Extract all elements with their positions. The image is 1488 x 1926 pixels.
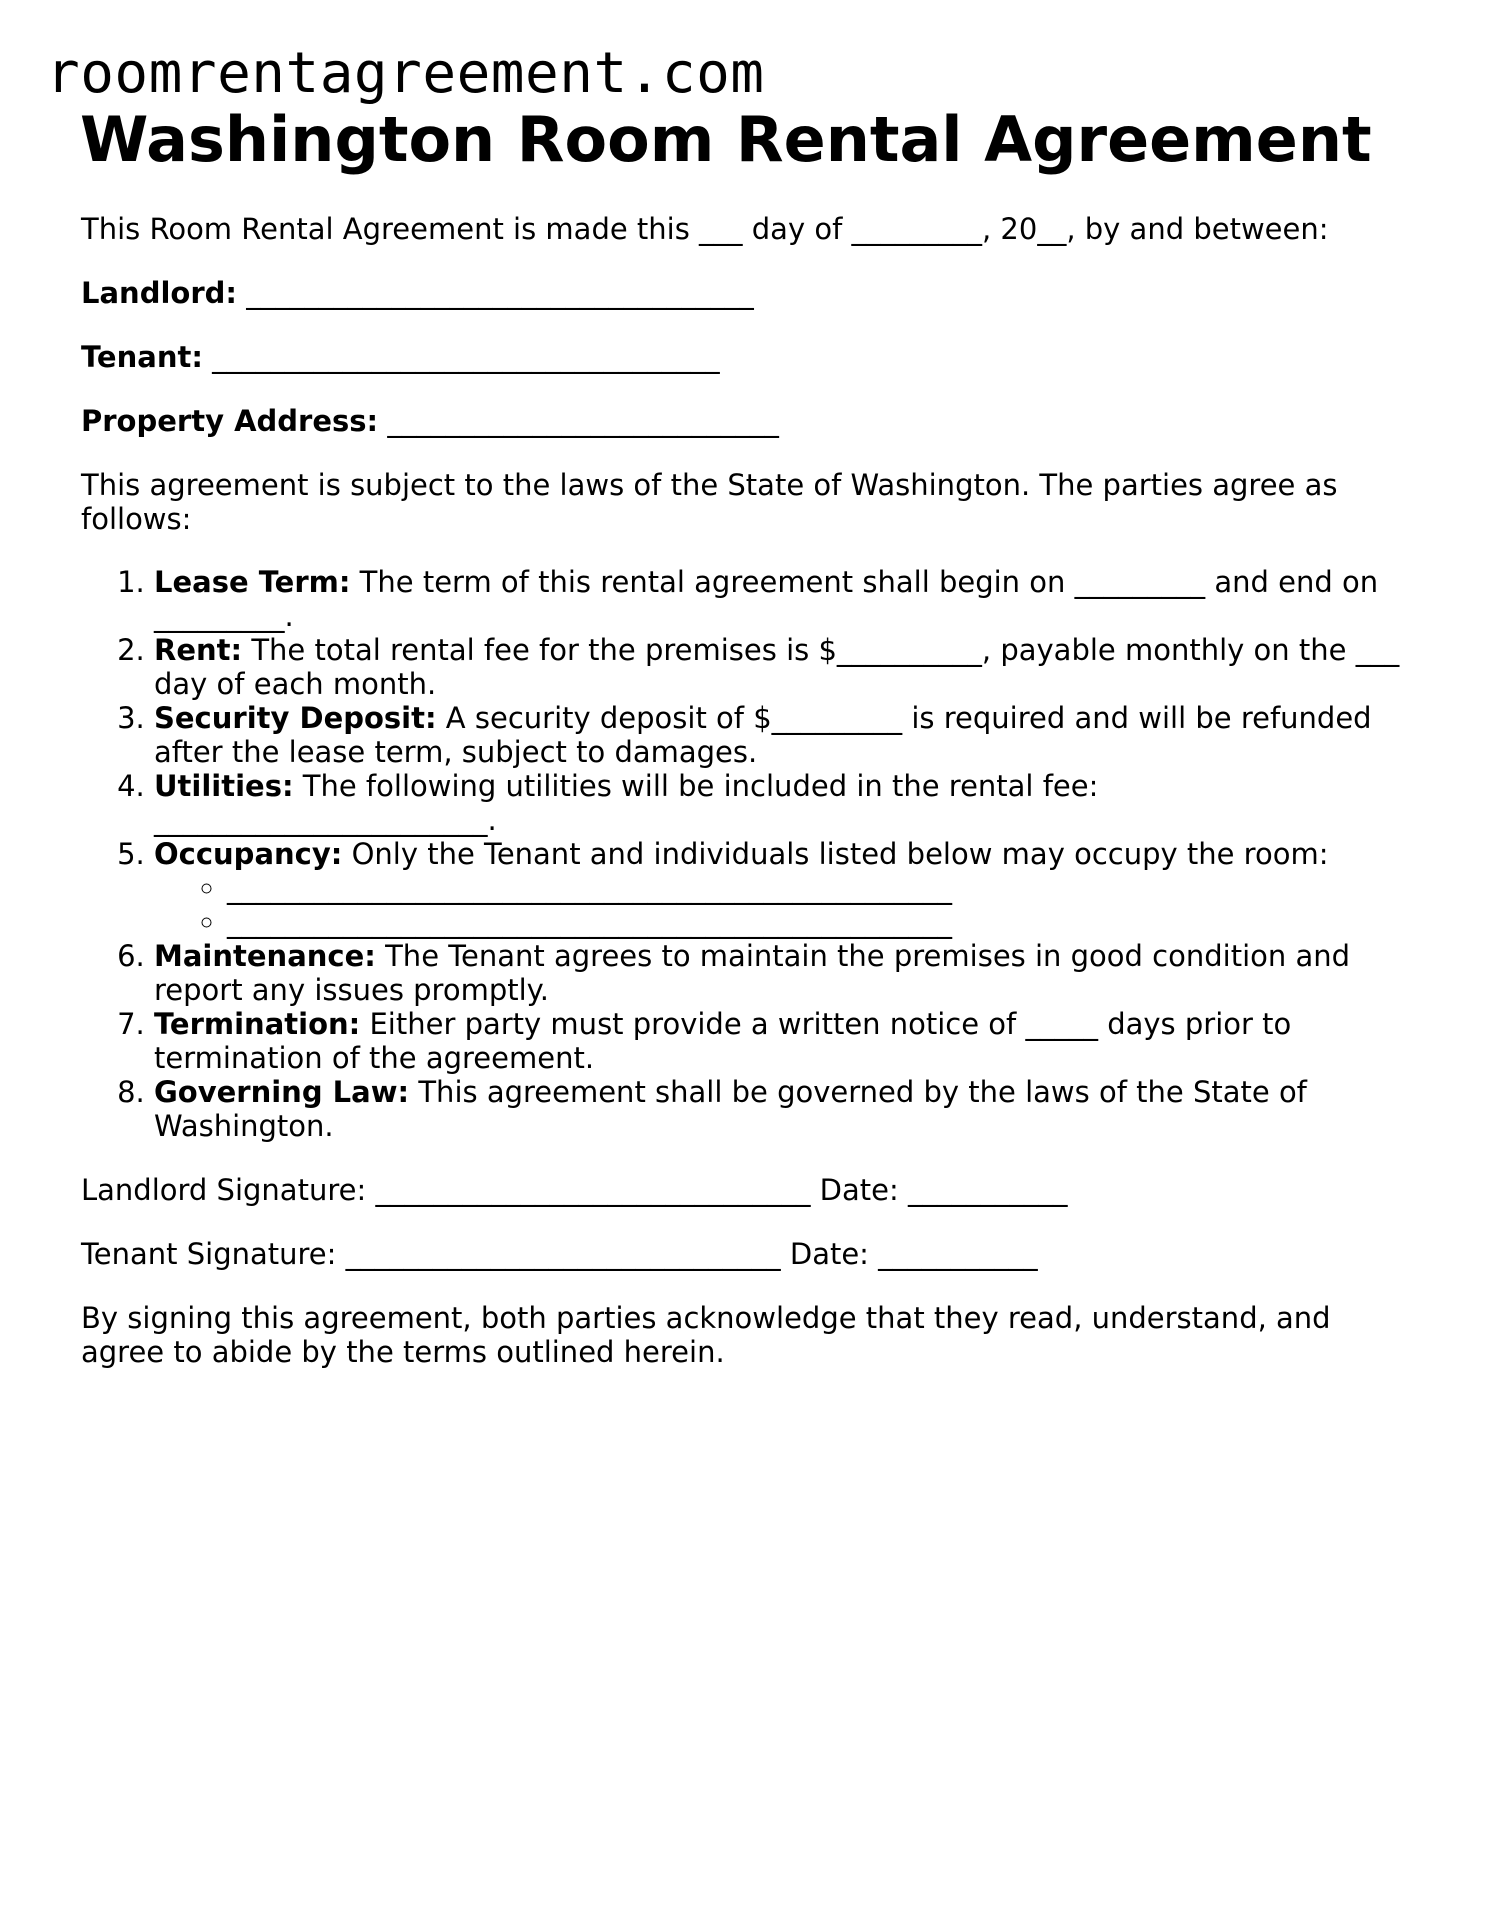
term-text: The term of this rental agreement shall begin on _________ and end on _________. — [154, 565, 1379, 633]
tenant-signature-line: Tenant Signature: ______________________________ Date: ___________ — [81, 1237, 1038, 1271]
tenant-blank: ___________________________________ — [202, 340, 720, 374]
term-text: Either party must provide a written notice of _____ days prior to termination of the agreement. — [154, 1007, 1292, 1075]
terms-list — [81, 565, 1411, 1143]
page-title: Washington Room Rental Agreement — [80, 103, 1372, 176]
term-text: The following utilities will be included in the rental fee: _______________________. — [154, 769, 1099, 837]
term-text: Only the Tenant and individuals listed below may occupy the room: — [342, 837, 1329, 871]
term-item-termination — [154, 1007, 1411, 1075]
term-title: Rent: — [154, 633, 243, 667]
term-title: Security Deposit: — [154, 701, 437, 735]
term-item-security-deposit — [154, 701, 1411, 769]
term-title: Lease Term: — [154, 565, 351, 599]
property-address-line — [81, 404, 1411, 438]
property-address-blank: ___________________________ — [378, 404, 779, 438]
term-text: This agreement shall be governed by the laws of the State of Washington. — [154, 1075, 1307, 1143]
agreement-body — [81, 212, 1411, 1369]
term-item-utilities — [154, 769, 1411, 837]
closing-paragraph: By signing this agreement, both parties acknowledge that they read, understand, and agree to abide by the terms outlined herein. — [81, 1301, 1331, 1369]
term-text: The Tenant agrees to maintain the premises in good condition and report any issues promptly. — [154, 939, 1351, 1007]
site-watermark: roomrentagreement.com — [46, 41, 765, 106]
property-address-label: Property Address: — [81, 404, 379, 438]
subject-paragraph: This agreement is subject to the laws of the State of Washington. The parties agree as follows: — [81, 468, 1338, 536]
term-item-occupancy — [154, 837, 1411, 939]
occupant-blank: ◦ __________________________________________________ — [227, 905, 1411, 939]
tenant-line — [81, 340, 1411, 374]
term-item-rent — [154, 633, 1411, 701]
occupant-blank: ◦ __________________________________________________ — [227, 871, 1411, 905]
term-item-governing-law — [154, 1075, 1411, 1143]
term-text: A security deposit of $_________ is required and will be refunded after the lease term, subject to damages. — [154, 701, 1372, 769]
term-title: Maintenance: — [154, 939, 376, 973]
term-item-lease-term — [154, 565, 1411, 633]
term-title: Utilities: — [154, 769, 294, 803]
landlord-line — [81, 276, 1411, 310]
term-title: Governing Law: — [154, 1075, 410, 1109]
term-item-maintenance — [154, 939, 1411, 1007]
landlord-signature-line: Landlord Signature: ______________________________ Date: ___________ — [81, 1173, 1068, 1207]
term-title: Termination: — [154, 1007, 361, 1041]
intro-paragraph: This Room Rental Agreement is made this ___ day of _________, 20__, by and between: — [81, 212, 1329, 246]
term-title: Occupancy: — [154, 837, 343, 871]
occupants-list — [154, 871, 1411, 939]
term-text: The total rental fee for the premises is $__________, payable monthly on the ___ day of each month. — [154, 633, 1400, 701]
landlord-label: Landlord: — [81, 276, 237, 310]
tenant-label: Tenant: — [81, 340, 203, 374]
landlord-blank: ___________________________________ — [236, 276, 754, 310]
